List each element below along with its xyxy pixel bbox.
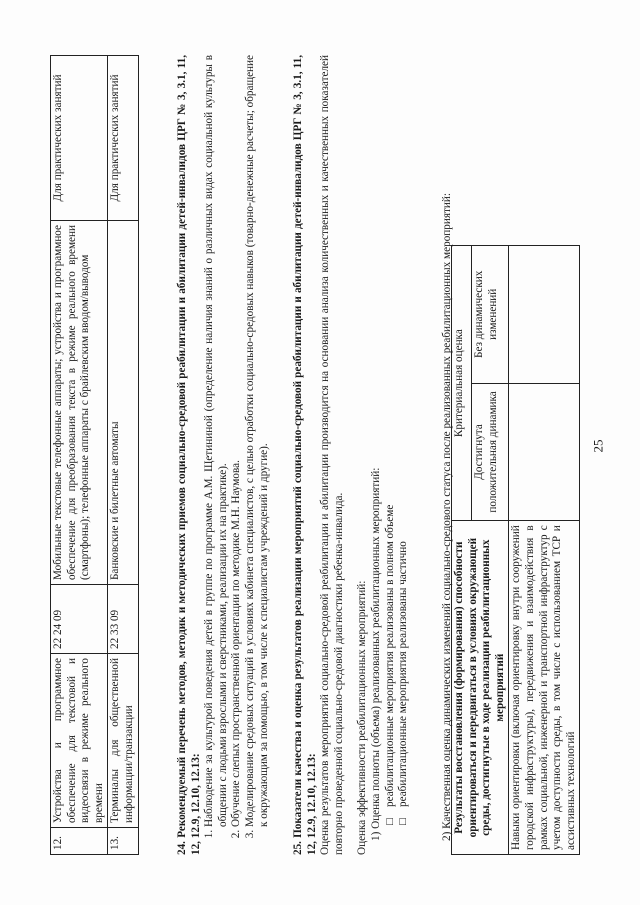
table-row — [509, 246, 580, 855]
list-item: 3. Моделирование средовых ситуаций в условиях кабинета специалистов, с целью отработки социально-средовых навыков (товарно-денежные расчеты; обращение к окружающим за помощью, в том числе к специалистам учреждений и другие). — [244, 55, 271, 827]
equipment-name: Устройства и программное обеспечение для текстовой и видеосвязи в режиме реального времени — [51, 654, 108, 828]
row-number: 13. — [108, 828, 138, 855]
table-row — [51, 56, 108, 855]
equipment-description: Мобильные текстовые телефонные аппараты; устройства и программное обеспечение для преобразования текста в режиме реального времени (смартфоны); телефонные аппараты с брайлевским вводом/выводом — [51, 221, 108, 585]
no-changes-header: Без динамических изменений — [472, 246, 509, 384]
table-row — [108, 56, 138, 855]
equipment-table — [50, 55, 139, 855]
section-24 — [176, 55, 271, 855]
positive-dynamics-header: Достигнута положительная динамика — [472, 383, 509, 521]
checkbox-full[interactable] — [384, 55, 398, 825]
list-item: 1. Наблюдение за культурой поведения детей в группе по программе А.М. Щетининой (определение наличия знаний о различных видах социальной культуры в общении с людьми взрослыми и сверстниками, реализации их на практике). — [203, 55, 230, 827]
effectiveness-label: Оценка эффективности реабилитационных мероприятий: — [356, 580, 369, 855]
section-24-title: 24. Рекомендуемый перечень методов, методик и методических приемов социально-средовой реабилитации и абилитации детей-инвалидов ЦРГ № 3, 3.1, 11, 12, 12.9, 12.10, 12.13: — [176, 55, 202, 855]
rotated-content — [50, 55, 595, 855]
skills-cell: Навыки ориентировки (включая ориентировку внутри сооружений городской инфраструктуры), передвижения и взаимодействия в рамках социальной, инженерной и транспортной инфраструктур с учетом доступности среды, в том числе с использованием ТСР и ассистивных технологий — [509, 521, 580, 855]
equipment-code: 22 33 09 — [108, 585, 138, 654]
section-25 — [292, 55, 454, 855]
item-2: 2) Качественная оценка динамических изменений социально-средового статуса после реализованных реабилитационных мероприятий: — [440, 193, 453, 841]
results-header: Результаты восстановления (формирования) способности ориентироваться и передвигаться в условиях окружающей среды, достигнутые в ходе реализации реабилитационных мероприятий — [452, 521, 509, 855]
table-row — [452, 246, 472, 855]
equipment-purpose: Для практических занятий — [108, 56, 138, 221]
section-25-title: 25. Показатели качества и оценка результатов реализации мероприятий социально-средовой реабилитации и абилитации детей-инвалидов ЦРГ № 3, 3.1, 11, 12, 12.9, 12.10, 12.13: — [292, 55, 318, 855]
equipment-code: 22 24 09 — [51, 585, 108, 654]
page-number: 25 — [590, 439, 606, 453]
completion-checklist — [384, 55, 411, 855]
equipment-purpose: Для практических занятий — [51, 56, 108, 221]
criteria-header: Критериальная оценка — [452, 246, 472, 521]
list-item: 2. Обучение слепых пространственной ориентации по методике М.Н. Наумова. — [230, 55, 244, 827]
section-25-intro: Оценка результатов мероприятий социально-средовой реабилитации и абилитации производится на основании анализа количественных и качественных показателей повторно проведенной социально-средовой диагностики ребенка-инвалида. — [319, 55, 345, 855]
methods-list — [203, 55, 271, 855]
checkbox-label: реабилитационные мероприятия реализованы частично — [397, 541, 410, 807]
checkbox-label: реабилитационные мероприятия реализованы в полном объеме — [383, 504, 396, 807]
no-changes-cell[interactable] — [509, 246, 580, 384]
checkbox-partial[interactable] — [397, 55, 411, 825]
equipment-description: Банковские и билетные автоматы — [108, 221, 138, 585]
row-number: 12. — [51, 828, 108, 855]
evaluation-table — [451, 245, 580, 855]
equipment-name: Терминалы для общественной информации/транзакции — [108, 654, 138, 828]
positive-dynamics-cell[interactable] — [509, 383, 580, 521]
item-1: 1) Оценка полноты (объема) реализованных реабилитационных мероприятий: — [369, 467, 382, 841]
